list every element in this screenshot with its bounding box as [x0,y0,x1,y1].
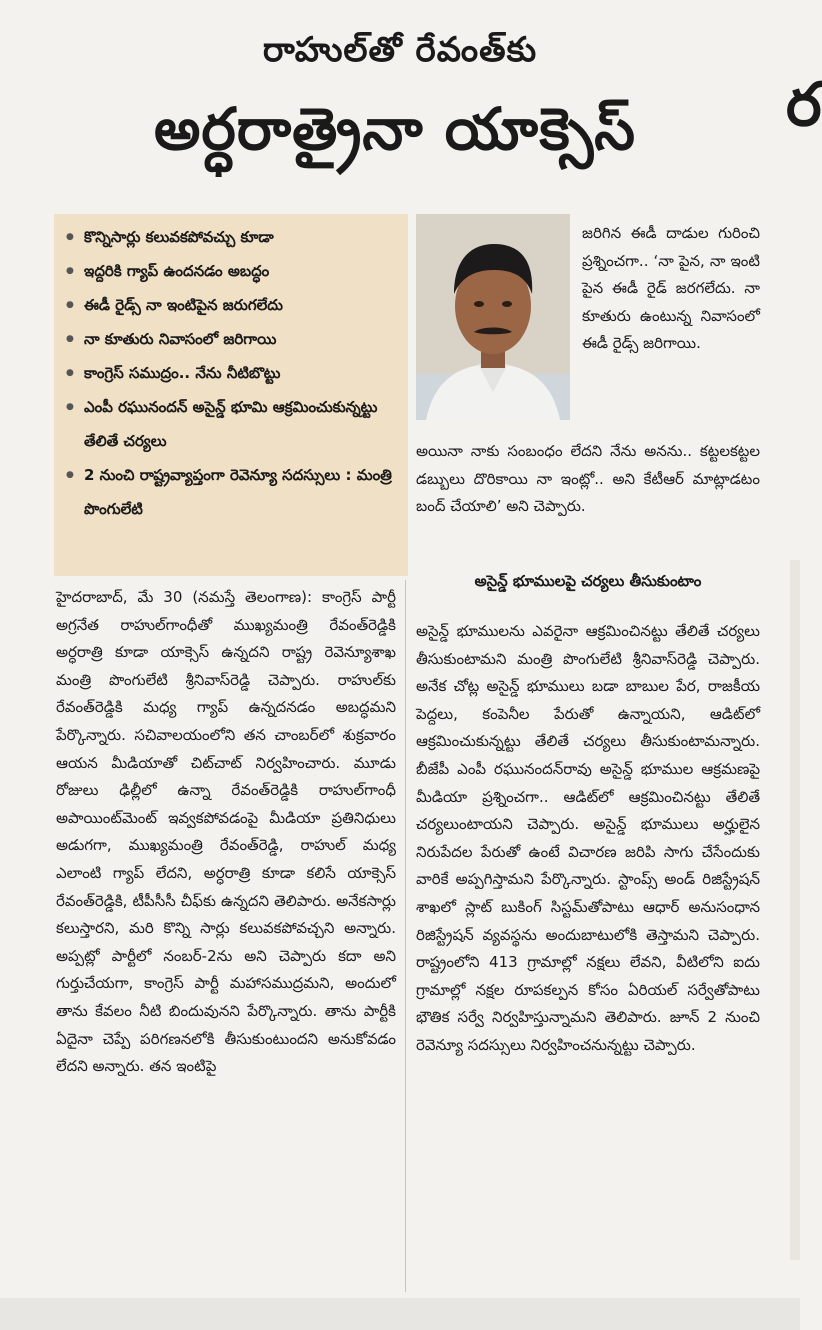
body-column-2-middle: అయినా నాకు సంబంధం లేదని నేను అనను.. కట్టలకట్టల డబ్బులు దొరికాయి నా ఇంట్లో.. అని కేటీఆర్‌ మాట్లాడటం బంద్‌ చేయాలి’ అని చెప్పారు. [416,442,760,516]
subheading: అసైన్డ్‌ భూములపై చర్యలు తీసుకుంటాం [474,572,702,590]
highlight-item: ● ఈడీ రైడ్స్‌ నా ఇంటిపైన జరుగలేదు [62,288,402,322]
body-column-1: హైదరాబాద్‌, మే 30 (నమస్తే తెలంగాణ): కాంగ్రెస్‌ పార్టీ అగ్రనేత రాహుల్‌గాంధీతో ముఖ్యమంత్రి రేవంత్‌రెడ్డికి అర్ధరాత్రి కూడా యాక్సెస్‌ ఉన్నదని రాష్ట్ర రెవెన్యూశాఖ మంత్రి పొంగులేటి శ్రీనివాస్‌రెడ్డి చెప్పారు. రాహుల్‌కు రేవంత్‌రెడ్డికి మధ్య గ్యాప్‌ ఉన్నదనడం అబద్ధమని పేర్కొన్నారు. సచివాలయంలోని తన చాంబర్‌లో శుక్రవారం ఆయన మీడియాతో చిట్‌చాట్‌ నిర్వహించారు. మూడు రోజులు ఢిల్లీలో ఉన్నా రేవంత్‌రెడ్డికి రాహుల్‌గాంధీ అపాయింట్‌మెంట్‌ ఇవ్వకపోవడంపై మీడియా ప్రతినిధులు అడుగగా, ముఖ్యమంత్రి రేవంత్‌రెడ్డి, రాహుల్‌ మధ్య ఎలాంటి గ్యాప్‌ లేదని, అర్ధరాత్రి కూడా కలిసే యాక్సెస్‌ రేవంత్‌రెడ్డికి, టీపీసీసీ చీఫ్‌కు ఉన్నదని తెలిపారు. అనేకసార్లు కలుస్తారని, మరి కొన్ని సార్లు కలువకపోవచ్చని అన్నారు. అప్పట్లో పార్టీలో నంబర్‌-2ను అని చెప్పారు కదా అని గుర్తుచేయగా, కాంగ్రెస్‌ పార్టీ మహాసముద్రమని, అందులో తాను కేవలం నీటి బిందువునని పేర్కొన్నారు. తాను పార్టీకి ఏదైనా చెప్పే పరిగణనలోకి తీసుకుంటుందని అనుకోవడం లేదని అన్నారు. తన ఇంటిపై [56,588,396,1076]
highlight-item: ● నా కూతురు నివాసంలో జరిగాయి [62,322,402,356]
headline: అర్ధరాత్రైనా యాక్సెస్‌ [154,95,636,163]
highlights-list [62,220,402,526]
bottom-strip [0,1298,800,1330]
adjacent-article-fragment [790,560,800,1260]
kicker: రాహుల్‌తో రేవంత్‌కు [262,30,538,70]
highlights-box [54,214,408,576]
body-column-2-top: జరిగిన ఈడీ దాడుల గురించి ప్రశ్నించగా.. ‘నా పైన, నా ఇంటి పైన ఈడీ రైడ్‌ జరగలేదు. నా కూతురు ఉంటున్న నివాసంలో ఈడీ రైడ్స్‌ జరిగాయి. [582,224,760,353]
minister-photo [416,214,570,420]
highlight-item: ● కొన్నిసార్లు కలువకపోవచ్చు కూడా [62,220,402,254]
body-column-2-bottom: అసైన్డ్‌ భూములను ఎవరైనా ఆక్రమించినట్టు తేలితే చర్యలు తీసుకుంటామని మంత్రి పొంగులేటి శ్రీనివాస్‌రెడ్డి చెప్పారు. అనేక చోట్ల అసైన్డ్‌ భూములు బడా బాబుల పేర, రాజకీయ పెద్దలు, కంపెనీల పేరుతో ఉన్నాయని, ఆడిట్‌లో ఆక్రమించుకున్నట్టు తేలితే చర్యలు తీసుకుంటామన్నారు. బీజేపీ ఎంపీ రఘునందన్‌రావు అసైన్డ్‌ భూముల ఆక్రమణపై మీడియా ప్రశ్నించగా.. ఆడిట్‌లో ఆక్రమించినట్టు తేలితే చర్యలుంటాయని చెప్పారు. అసైన్డ్‌ భూములు అర్హులైన నిరుపేదల పేరుతో ఉంటే విచారణ జరిపి సాగు చేసేందుకు వారికే అప్పగిస్తామని పేర్కొన్నారు. స్టాంప్స్‌ అండ్‌ రిజిస్ట్రేషన్‌ శాఖలో స్లాట్‌ బుకింగ్‌ సిస్టమ్‌తోపాటు ఆధార్‌ అనుసంధాన రిజిస్ట్రేషన్‌ వ్యవస్థను అందుబాటులోకి తెస్తామని చెప్పారు. రాష్ట్రంలోని 413 గ్రామాల్లో నక్షలు లేవని, వీటిలోని ఐదు గ్రామాల్లో నక్షల రూపకల్పన కోసం ఏరియల్‌ సర్వేతోపాటు భౌతిక సర్వే నిర్వహిస్తున్నామని తెలిపారు. జూన్‌ 2 నుంచి రెవెన్యూ సదస్సులు నిర్వహించనున్నట్టు చెప్పారు. [416,622,760,1054]
highlight-item: ● ఎంపీ రఘునందన్‌ అసైన్డ్‌ భూమి ఆక్రమించుకున్నట్టు తేలితే చర్యలు [62,390,402,458]
highlight-item: ● ఇద్దరికి గ్యాప్‌ ఉందనడం అబద్ధం [62,254,402,288]
highlight-item: ● కాంగ్రెస్‌ సముద్రం.. నేను నీటిబొట్టు [62,356,402,390]
column-divider [405,580,406,1292]
highlight-item: ● 2 నుంచి రాష్ట్రవ్యాప్తంగా రెవెన్యూ సదస్సులు : మంత్రి పొంగులేటి [62,458,402,526]
adjacent-article-headline-fragment: ర [786,70,822,140]
